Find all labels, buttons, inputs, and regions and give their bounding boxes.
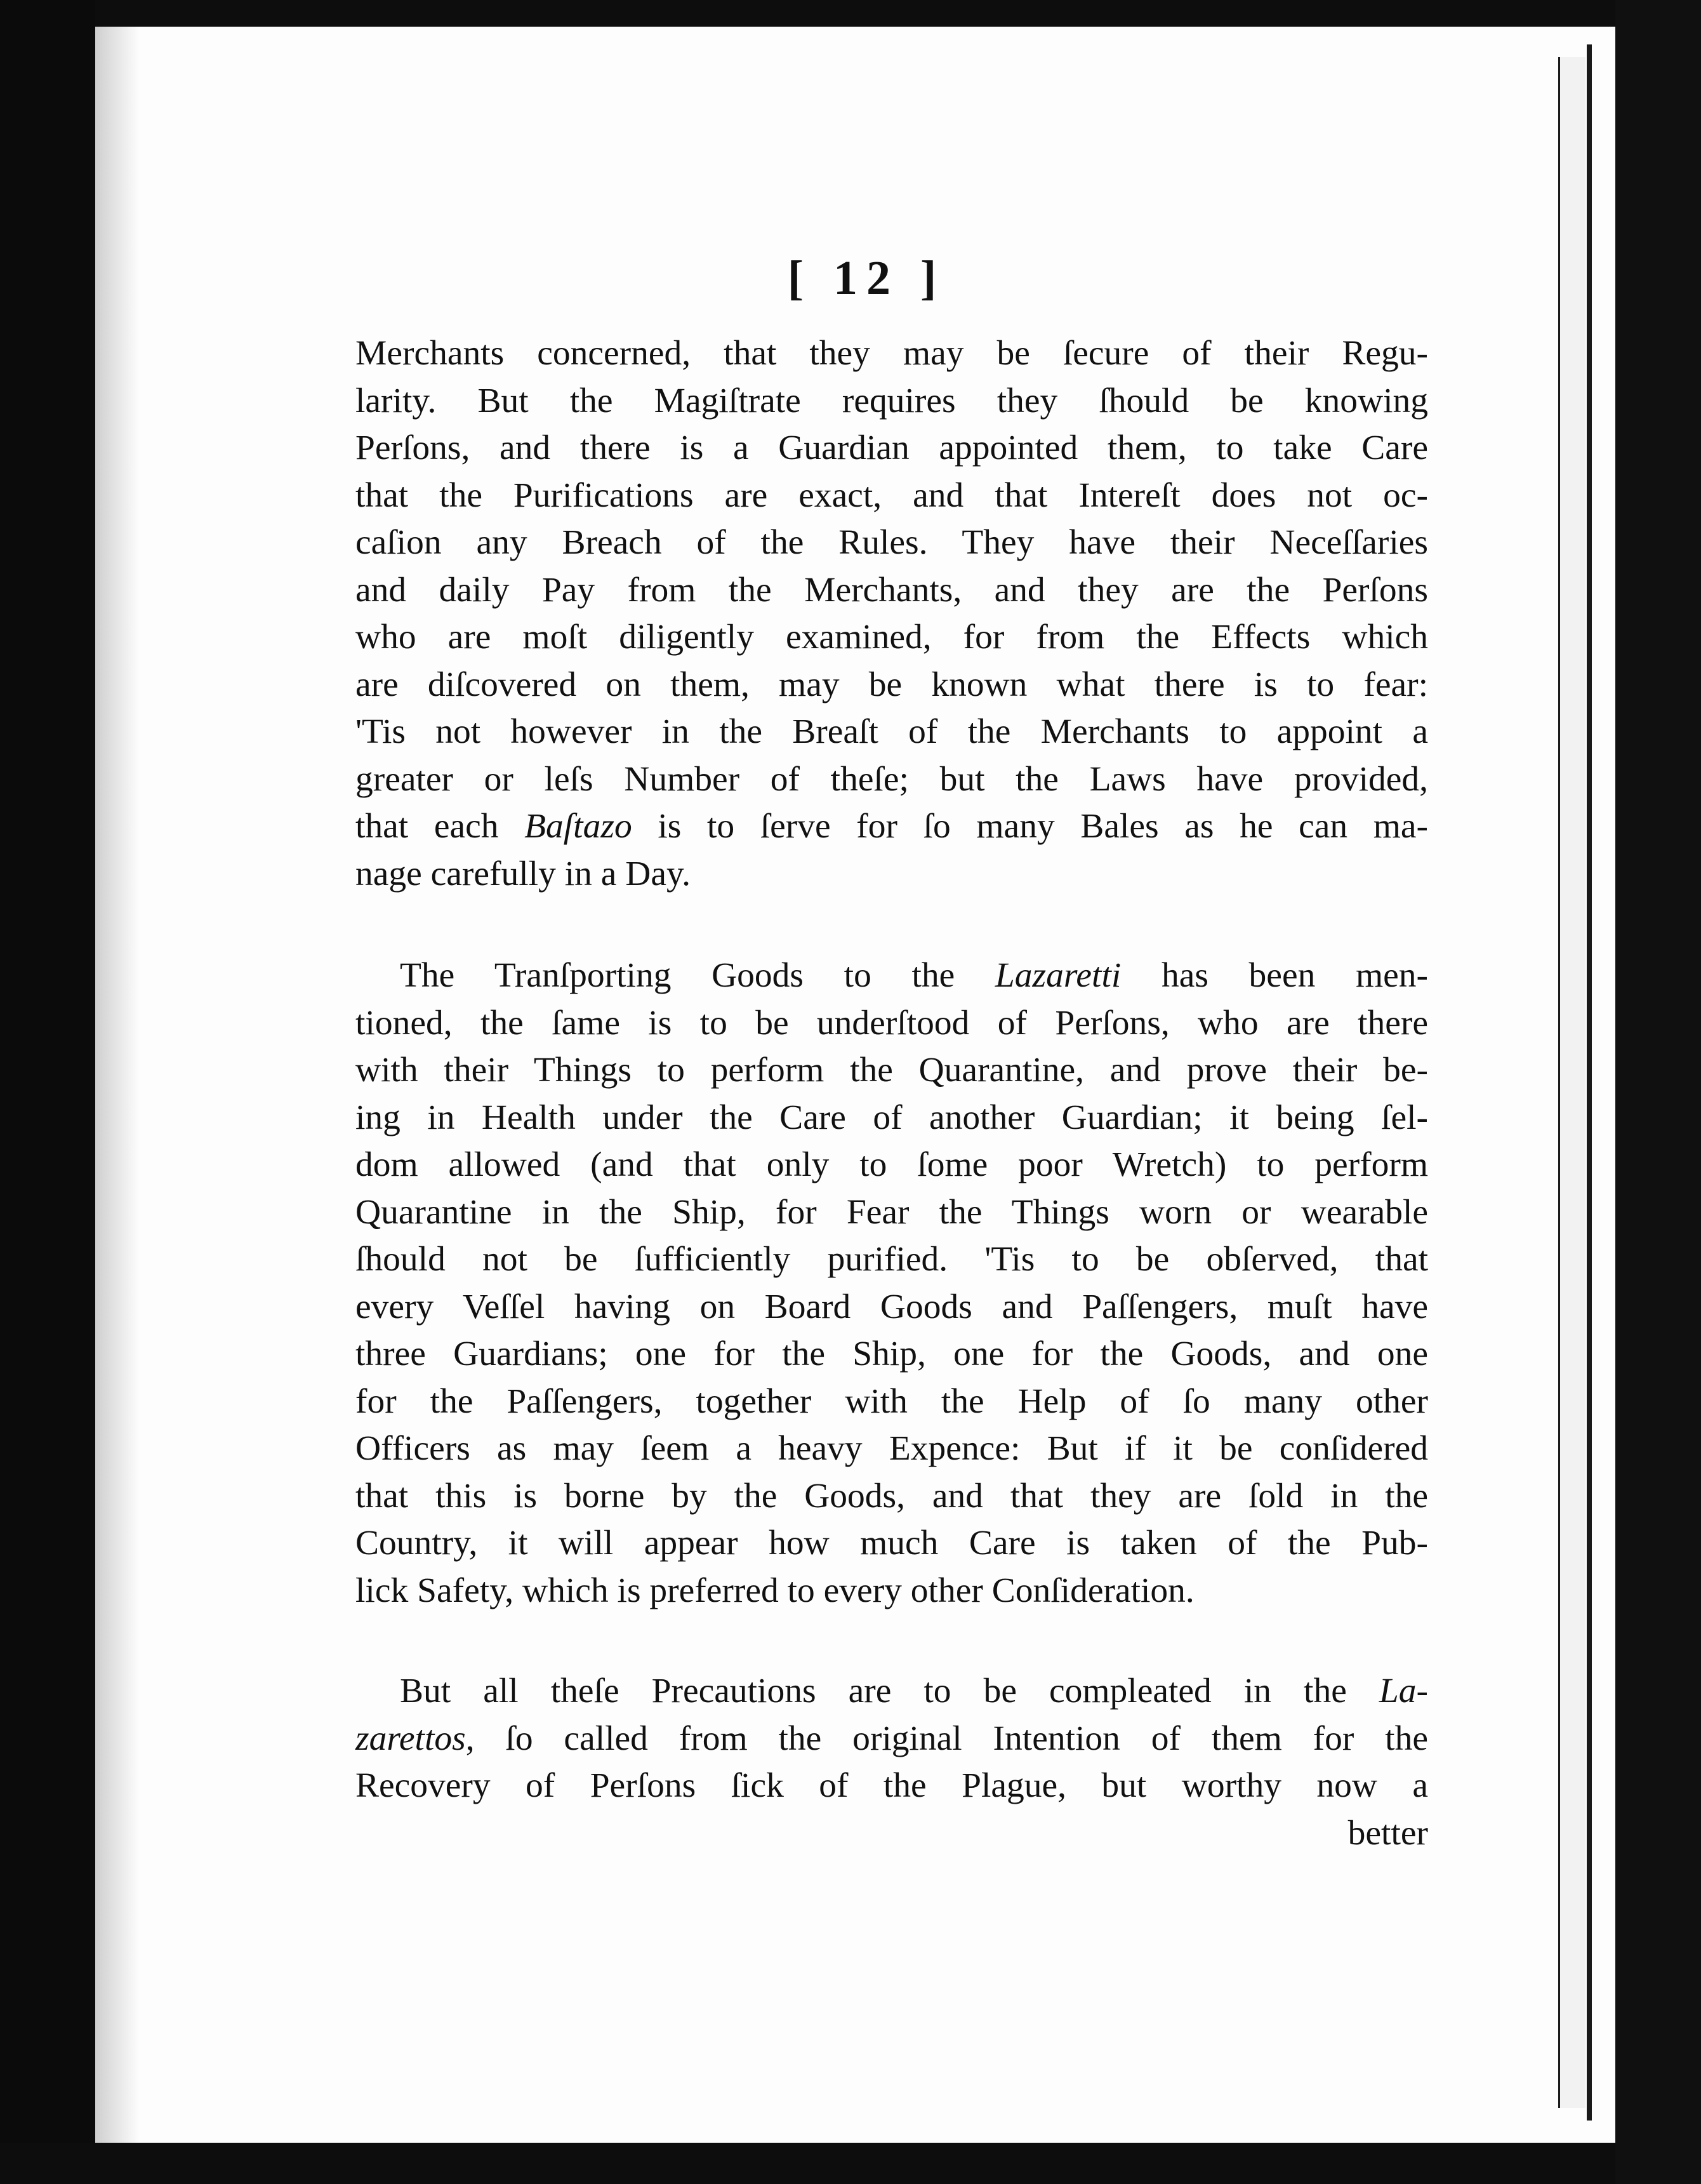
- text-line: Merchants concerned, that they may be ſecure of their Regu-: [355, 334, 1428, 373]
- body-text: [355, 330, 1428, 1857]
- text-line: three Guardians; one for the Ship, one for the Goods, and one: [355, 1335, 1428, 1373]
- italic-word: Lazaretti: [995, 956, 1122, 995]
- text-line: Officers as may ſeem a heavy Expence: But if it be conſidered: [355, 1429, 1428, 1468]
- text-line: that this is borne by the Goods, and that they are ſold in the: [355, 1476, 1428, 1515]
- text-line: caſion any Breach of the Rules. They have their Neceſſaries: [355, 523, 1428, 562]
- text-line: [355, 952, 1428, 1000]
- text-line: ing in Health under the Care of another Guardian; it being ſel-: [355, 1098, 1428, 1137]
- text-line: every Veſſel having on Board Goods and Paſſengers, muſt have: [355, 1287, 1428, 1326]
- scan-border-right: [1615, 0, 1701, 2184]
- text-segment: is to ſerve for ſo many Bales as he can ma-: [632, 807, 1428, 846]
- text-line: for the Paſſengers, together with the Help of ſo many other: [355, 1382, 1428, 1421]
- text-line: with their Things to perform the Quarantine, and prove their be-: [355, 1051, 1428, 1089]
- text-line: Quarantine in the Ship, for Fear the Things worn or wearable: [355, 1192, 1428, 1232]
- text-line: [355, 1668, 1428, 1715]
- text-line: and daily Pay from the Merchants, and they are the Perſons: [355, 570, 1428, 609]
- scan-border-left: [0, 0, 95, 2184]
- text-line: Recovery of Perſons ſick of the Plague, but worthy now a: [355, 1766, 1428, 1805]
- text-line: [355, 803, 1428, 851]
- italic-word: zarettos: [355, 1719, 466, 1758]
- page-number: [ 12 ]: [787, 251, 946, 305]
- gutter-shadow: [95, 27, 140, 2143]
- text-line: Perſons, and there is a Guardian appointed them, to take Care: [355, 429, 1428, 467]
- text-line: [355, 1715, 1428, 1763]
- italic-word: Baſtazo: [524, 807, 632, 846]
- text-line: that the Purifications are exact, and that Intereſt does not oc-: [355, 476, 1428, 515]
- text-line: larity. But the Magiſtrate requires they ſhould be knowing: [355, 381, 1428, 420]
- text-segment: , ſo called from the original Intention of them for the: [465, 1719, 1428, 1758]
- text-line: tioned, the ſame is to be underſtood of Perſons, who are there: [355, 1003, 1428, 1042]
- text-line: dom allowed (and that only to ſome poor Wretch) to perform: [355, 1145, 1428, 1184]
- text-line: ſhould not be ſufficiently purified. 'Tis to be obſerved, that: [355, 1240, 1428, 1279]
- text-line: are diſcovered on them, may be known what there is to fear:: [355, 665, 1428, 704]
- paragraph: [355, 952, 1428, 1615]
- text-segment: The Tranſporting Goods to the: [400, 956, 995, 995]
- text-line: nage carefully in a Day.: [355, 854, 691, 893]
- catchword: better: [1347, 1813, 1428, 1853]
- page-fold-edge: [1587, 44, 1592, 2121]
- text-line: greater or leſs Number of theſe; but the Laws have provided,: [355, 759, 1428, 799]
- text-line: Country, it will appear how much Care is taken of the Pub-: [355, 1524, 1428, 1562]
- page-fold: [1558, 57, 1585, 2108]
- text-segment: has been men-: [1121, 956, 1428, 995]
- italic-word: La-: [1379, 1672, 1428, 1710]
- text-segment: that each: [355, 807, 525, 846]
- text-segment: But all theſe Precautions are to be compleated in the: [400, 1672, 1379, 1710]
- text-line: who are moſt diligently examined, for from the Effects which: [355, 618, 1428, 656]
- scan-border-top: [0, 0, 1701, 27]
- text-line: 'Tis not however in the Breaſt of the Merchants to appoint a: [355, 712, 1428, 751]
- paragraph: [355, 330, 1428, 898]
- paragraph: [355, 1668, 1428, 1810]
- text-line: lick Safety, which is preferred to every other Conſideration.: [355, 1571, 1195, 1610]
- scan-border-bottom: [0, 2143, 1701, 2184]
